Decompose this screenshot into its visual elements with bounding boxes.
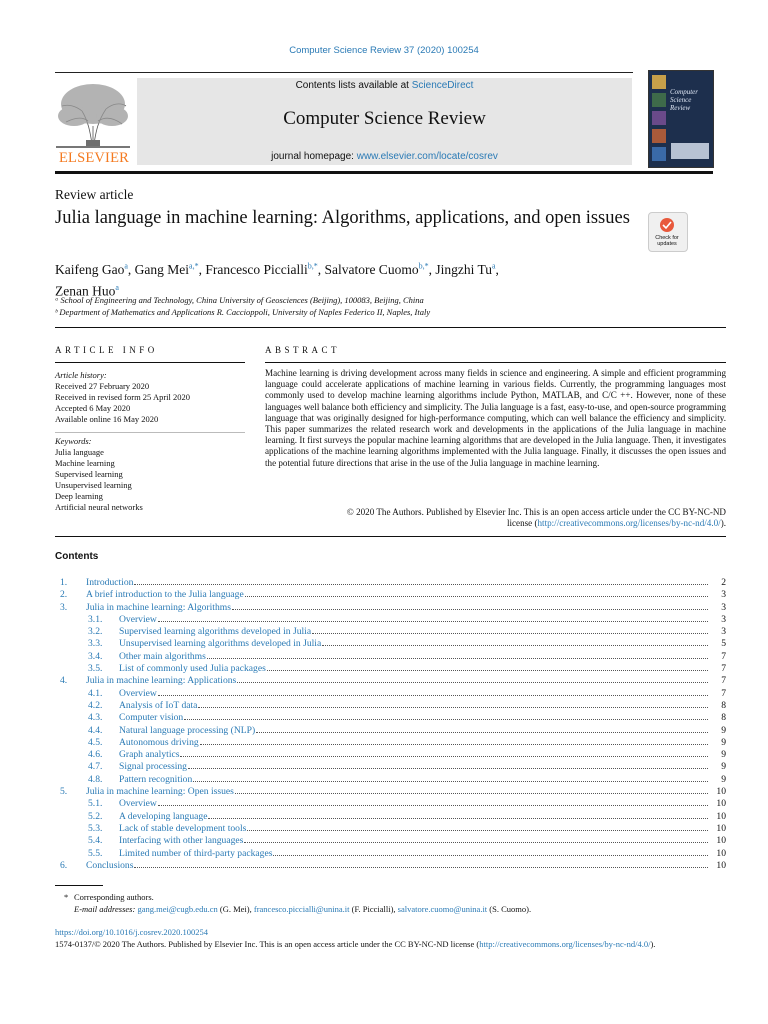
toc-leader-dots [188, 767, 708, 769]
contents-heading: Contents [55, 551, 99, 562]
abstract-copyright [265, 507, 726, 529]
doi-link[interactable]: https://doi.org/10.1016/j.cosrev.2020.100254 [55, 927, 208, 937]
toc-page-number: 9 [721, 736, 726, 748]
toc-entry[interactable] [60, 589, 726, 601]
journal-reference[interactable]: Computer Science Review 37 (2020) 100254 [289, 45, 479, 56]
license-footer [55, 939, 726, 950]
toc-page-number: 7 [721, 650, 726, 662]
journal-cover-image [648, 70, 714, 168]
toc-page-number: 3 [721, 589, 726, 601]
toc-page-number: 3 [721, 613, 726, 625]
toc-entry[interactable] [60, 835, 726, 847]
toc-title[interactable]: Signal processing [119, 761, 187, 773]
toc-entry[interactable] [60, 651, 726, 663]
affiliation-rule [55, 327, 726, 328]
toc-page-number: 8 [721, 699, 726, 711]
toc-entry[interactable] [60, 638, 726, 650]
toc-number: 6. [60, 859, 68, 871]
toc-number: 3.5. [88, 663, 103, 675]
toc-page-number: 10 [716, 859, 726, 871]
toc-entry[interactable] [60, 712, 726, 724]
toc-number: 2. [60, 589, 68, 601]
article-history [55, 370, 245, 425]
toc-entry[interactable] [60, 626, 726, 638]
email-link[interactable]: francesco.piccialli@unina.it [253, 904, 350, 914]
toc-number: 3.2. [88, 626, 103, 638]
toc-leader-dots [158, 694, 708, 696]
license-line [265, 518, 726, 529]
toc-title[interactable]: Lack of stable development tools [119, 822, 247, 834]
toc-title[interactable]: Introduction [86, 577, 134, 588]
toc-page-number: 10 [716, 847, 726, 859]
journal-homepage-link[interactable]: www.elsevier.com/locate/cosrev [356, 151, 498, 162]
toc-entry[interactable] [60, 663, 726, 675]
keyword: Supervised learning [55, 469, 123, 479]
journal-homepage-line [137, 151, 632, 162]
toc-title[interactable]: Overview [119, 798, 157, 810]
email-list [137, 904, 531, 914]
journal-title: Computer Science Review [283, 108, 486, 129]
toc-title[interactable]: Julia in machine learning: Applications [86, 675, 237, 687]
toc-number: 3.3. [88, 638, 103, 650]
toc-title[interactable]: Overview [119, 613, 157, 625]
toc-leader-dots [256, 731, 708, 733]
author-affiliation-mark[interactable]: b,* [418, 261, 429, 270]
authors-line-1: Kaifeng Gao$^a$, Gang Mei$^{a,*}$, Francesco Piccialli$^{b,*}$, Salvatore Cuomo$^{b,*}$, Jingzhi Tu$^a$, [55, 261, 499, 277]
check-updates-icon [657, 217, 677, 233]
toc-page-number: 10 [716, 835, 726, 847]
toc-entry[interactable] [60, 774, 726, 786]
history-item: Available online 16 May 2020 [55, 414, 159, 424]
toc-leader-dots [245, 595, 708, 597]
article-info-heading: ARTICLE INFO [55, 345, 158, 355]
toc-entry[interactable] [60, 823, 726, 835]
toc-number: 4.3. [88, 712, 103, 724]
toc-title[interactable]: Computer vision [119, 712, 184, 724]
toc-number: 5.5. [88, 847, 103, 859]
toc-leader-dots [232, 608, 708, 610]
toc-title[interactable]: Julia in machine learning: Open issues [86, 786, 234, 798]
toc-title[interactable]: Analysis of IoT data [119, 699, 198, 711]
toc-number: 4. [60, 675, 68, 687]
toc-page-number: 2 [721, 577, 726, 588]
abstract-rule [265, 362, 726, 363]
toc-number: 5.1. [88, 798, 103, 810]
license-link[interactable]: http://creativecommons.org/licenses/by-nc-nd/4.0/ [537, 518, 721, 529]
keyword: Julia language [55, 447, 104, 457]
toc-entry[interactable] [60, 749, 726, 761]
author-affiliation-mark[interactable]: a [115, 282, 119, 292]
toc-title[interactable]: Unsupervised learning algorithms developed in Julia [119, 638, 322, 650]
contents-prefix: Contents lists available at [295, 80, 412, 91]
header-top-rule [55, 72, 633, 73]
author-affiliation-mark[interactable]: b,* [307, 261, 318, 270]
corresponding-authors-note: Corresponding authors. [74, 892, 154, 902]
toc-entry[interactable] [60, 614, 726, 626]
license-suffix: ). [720, 518, 726, 529]
toc-page-number: 9 [721, 761, 726, 773]
toc-leader-dots [208, 817, 708, 819]
toc-entry[interactable] [60, 798, 726, 810]
toc-title[interactable]: List of commonly used Julia packages [119, 663, 266, 675]
toc-entry[interactable] [60, 700, 726, 712]
toc-title[interactable]: Graph analytics [119, 749, 180, 761]
cover-title: Computer Science Review [670, 88, 698, 112]
toc-entry[interactable] [60, 860, 726, 872]
toc-page-number: 9 [721, 749, 726, 761]
toc-title[interactable]: Overview [119, 687, 157, 699]
toc-leader-dots [200, 743, 708, 745]
sciencedirect-link[interactable]: ScienceDirect [411, 80, 474, 91]
footnote-rule [55, 885, 103, 886]
toc-page-number: 8 [721, 712, 726, 724]
check-updates-label: Check for updates [655, 235, 679, 247]
keywords-rule [55, 432, 245, 433]
toc-entry[interactable] [60, 725, 726, 737]
elsevier-wordmark: ELSEVIER [58, 150, 130, 166]
toc-number: 3.1. [88, 613, 103, 625]
author-name: Francesco Piccialli [205, 261, 308, 277]
toc-leader-dots [134, 866, 708, 868]
table-of-contents [60, 577, 726, 872]
keywords-label: Keywords: [55, 436, 92, 446]
keyword: Deep learning [55, 491, 103, 501]
keywords-block [55, 436, 245, 513]
keyword: Unsupervised learning [55, 480, 132, 490]
toc-leader-dots [198, 706, 708, 708]
email-label: E-mail addresses: [74, 904, 136, 914]
toc-entry[interactable] [60, 737, 726, 749]
license-footer-end: ). [650, 939, 656, 949]
history-item: Received 27 February 2020 [55, 381, 150, 391]
toc-title[interactable]: Other main algorithms [119, 650, 206, 662]
article-history-label: Article history: [55, 370, 107, 380]
license-prefix: license ( [506, 518, 538, 529]
author-name: Jingzhi Tu [435, 261, 492, 277]
toc-leader-dots [207, 657, 708, 659]
toc-title[interactable]: Pattern recognition [119, 773, 193, 785]
toc-leader-dots [267, 669, 708, 671]
toc-leader-dots [158, 620, 708, 622]
toc-entry[interactable] [60, 786, 726, 798]
affiliation-a: ᵃ School of Engineering and Technology, China University of Geosciences (Beijing), 100083, Beijing, China [55, 295, 424, 305]
toc-page-number: 3 [721, 626, 726, 638]
toc-leader-dots [237, 681, 708, 683]
history-item: Received in revised form 25 April 2020 [55, 392, 191, 402]
abstract-heading: ABSTRACT [265, 345, 341, 355]
toc-title[interactable]: Limited number of third-party packages [119, 847, 273, 859]
toc-title[interactable]: Julia in machine learning: Algorithms [86, 601, 231, 613]
cover-art [649, 71, 713, 167]
author-name: Gang Mei [134, 261, 190, 277]
toc-leader-dots [322, 644, 708, 646]
toc-number: 3. [60, 601, 68, 613]
article-type: Review article [55, 187, 134, 202]
toc-page-number: 9 [721, 724, 726, 736]
toc-number: 5.3. [88, 822, 103, 834]
toc-entry[interactable] [60, 761, 726, 773]
license-footer-link[interactable]: http://creativecommons.org/licenses/by-nc-nd/4.0/ [479, 939, 651, 949]
email-owner: (F. Piccialli), [349, 904, 398, 914]
toc-title[interactable]: Conclusions [86, 859, 134, 871]
toc-entry[interactable] [60, 811, 726, 823]
toc-leader-dots [312, 632, 708, 634]
toc-number: 5.4. [88, 835, 103, 847]
keyword: Machine learning [55, 458, 115, 468]
history-item: Accepted 6 May 2020 [55, 403, 131, 413]
toc-page-number: 10 [716, 786, 726, 798]
toc-entry[interactable] [60, 848, 726, 860]
keyword: Artificial neural networks [55, 502, 143, 512]
author-affiliation-mark[interactable]: a [491, 261, 496, 270]
author-name: Kaifeng Gao [55, 261, 125, 277]
email-addresses [74, 904, 531, 914]
toc-title[interactable]: Natural language processing (NLP) [119, 724, 256, 736]
toc-number: 3.4. [88, 650, 103, 662]
email-owner: (G. Mei), [217, 904, 254, 914]
toc-leader-dots [180, 755, 708, 757]
toc-leader-dots [247, 829, 708, 831]
toc-title[interactable]: Autonomous driving [119, 736, 199, 748]
article-info-rule [55, 362, 245, 363]
article-title: Julia language in machine learning: Algorithms, applications, and open issues [55, 208, 630, 228]
toc-page-number: 7 [721, 675, 726, 687]
toc-number: 4.1. [88, 687, 103, 699]
toc-title[interactable]: A brief introduction to the Julia language [86, 589, 244, 601]
toc-leader-dots [244, 841, 708, 843]
contents-available-line [137, 80, 632, 91]
toc-number: 1. [60, 577, 68, 588]
toc-page-number: 9 [721, 773, 726, 785]
toc-entry[interactable] [60, 688, 726, 700]
toc-page-number: 7 [721, 663, 726, 675]
toc-page-number: 5 [721, 638, 726, 650]
toc-page-number: 10 [716, 798, 726, 810]
toc-title[interactable]: Supervised learning algorithms developed in Julia [119, 626, 312, 638]
toc-entry[interactable] [60, 675, 726, 687]
toc-number: 4.2. [88, 699, 103, 711]
toc-page-number: 10 [716, 810, 726, 822]
toc-page-number: 10 [716, 822, 726, 834]
toc-leader-dots [184, 718, 708, 720]
abstract-text: Machine learning is driving development across many fields in science and engineering. A simple and efficient programming language could accelerate applications of machine learning in various fields. Currently, the programming languages most commonly used to develop machine learning algorithms include Python, MATLAB, and C/C ++. However, none of these languages well balance both efficiency and simplicity. The Julia language is a fast, easy-to-use, and open-source programming language that was originally designed for high-performance computing, which can well balance the efficiency and simplicity. This paper summarizes the related research work and developments in the applications of the Julia language in machine learning. It first surveys the popular machine learning algorithms that are developed in the Julia language. Then, it investigates applications of the machine learning algorithms implemented with the Julia language. Finally, it discusses the open issues and the potential future directions that arise in the use of the Julia language in machine learning. [265, 368, 726, 468]
toc-number: 4.8. [88, 773, 103, 785]
toc-number: 4.6. [88, 749, 103, 761]
toc-leader-dots [134, 583, 708, 585]
toc-number: 5.2. [88, 810, 103, 822]
toc-leader-dots [193, 780, 708, 782]
footnote-star: * [64, 892, 69, 902]
license-footer-text: 1574-0137/© 2020 The Authors. Published by Elsevier Inc. This is an open access article under the CC BY-NC-ND license ( [55, 939, 480, 949]
email-owner: (S. Cuomo). [487, 904, 532, 914]
email-link[interactable]: salvatore.cuomo@unina.it [397, 904, 488, 914]
toc-page-number: 3 [721, 601, 726, 613]
toc-entry[interactable] [60, 577, 726, 589]
author-name: Zenan Huo [55, 283, 116, 298]
homepage-label: journal homepage: [271, 151, 357, 162]
toc-page-number: 7 [721, 687, 726, 699]
toc-title[interactable]: A developing language [119, 810, 208, 822]
copyright-line: © 2020 The Authors. Published by Elsevier Inc. This is an open access article under the CC BY-NC-ND [346, 507, 726, 517]
toc-number: 4.7. [88, 761, 103, 773]
toc-number: 5. [60, 786, 68, 798]
author-list [55, 257, 615, 300]
abstract-bottom-rule [55, 536, 726, 537]
toc-entry[interactable] [60, 602, 726, 614]
author-name: Salvatore Cuomo [324, 261, 419, 277]
toc-leader-dots [158, 804, 708, 806]
author-affiliation-mark[interactable]: a [124, 261, 128, 270]
toc-number: 4.5. [88, 736, 103, 748]
toc-title[interactable]: Interfacing with other languages [119, 835, 244, 847]
email-link[interactable]: gang.mei@cugb.edu.cn [137, 904, 218, 914]
toc-number: 4.4. [88, 724, 103, 736]
author-affiliation-mark[interactable]: a,* [189, 261, 199, 270]
header-bottom-rule [55, 171, 713, 174]
toc-leader-dots [273, 854, 708, 856]
toc-leader-dots [235, 792, 708, 794]
affiliation-b: ᵇ Department of Mathematics and Applications R. Caccioppoli, University of Naples Federico II, Naples, Italy [55, 307, 431, 317]
